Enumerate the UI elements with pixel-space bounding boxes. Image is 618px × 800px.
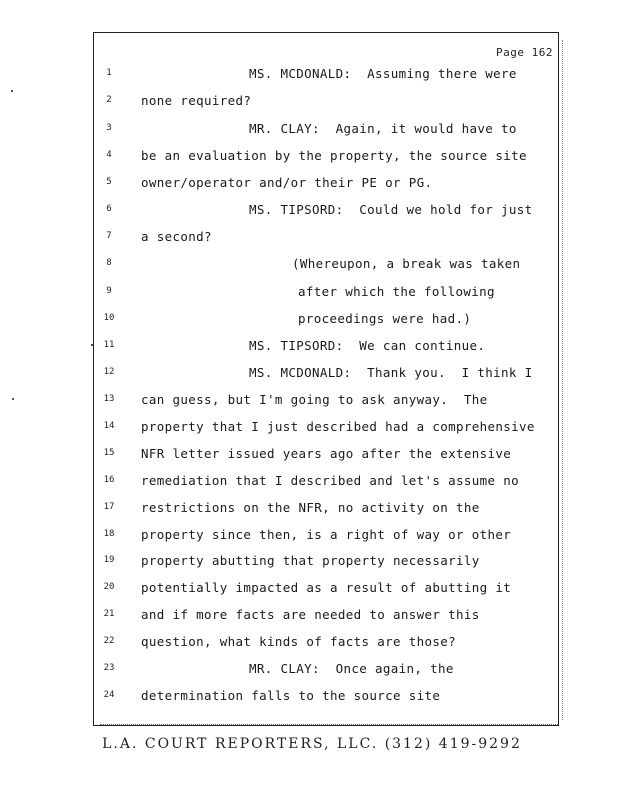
line-text: MS. MCDONALD: Thank you. I think I: [249, 365, 533, 380]
transcript-line: [0, 527, 618, 547]
line-number: 10: [103, 313, 115, 323]
transcript-line: [0, 311, 618, 331]
line-number: 21: [103, 609, 115, 619]
line-number: 17: [103, 502, 115, 512]
line-text: potentially impacted as a result of abutting it: [141, 580, 512, 595]
line-text: MR. CLAY: Once again, the: [249, 661, 454, 676]
line-number: 8: [106, 258, 112, 268]
line-number: 18: [103, 529, 115, 539]
transcript-line: [0, 175, 618, 195]
line-text: proceedings were had.): [298, 311, 472, 326]
line-number: 12: [103, 367, 115, 377]
transcript-line: [0, 473, 618, 493]
line-number: 22: [103, 636, 115, 646]
line-text: owner/operator and/or their PE or PG.: [141, 175, 433, 190]
transcript-line: [0, 93, 618, 113]
line-number: 19: [103, 555, 115, 565]
line-text: (Whereupon, a break was taken: [292, 256, 521, 271]
line-text: be an evaluation by the property, the source site: [141, 148, 527, 163]
transcript-line: [0, 148, 618, 168]
line-number: 15: [103, 448, 115, 458]
line-number: 20: [103, 582, 115, 592]
transcript-line: [0, 202, 618, 222]
line-text: property that I just described had a comprehensive: [141, 419, 535, 434]
line-text: property abutting that property necessarily: [141, 553, 480, 568]
transcript-line: [0, 688, 618, 708]
line-text: MS. TIPSORD: Could we hold for just: [249, 202, 533, 217]
transcript-line: [0, 66, 618, 86]
transcript-line: [0, 392, 618, 412]
line-text: property since then, is a right of way or other: [141, 527, 512, 542]
line-text: none required?: [141, 93, 252, 108]
transcript-line: [0, 419, 618, 439]
line-number: 23: [103, 663, 115, 673]
line-number: 2: [106, 95, 112, 105]
line-text: and if more facts are needed to answer this: [141, 607, 480, 622]
line-number: 24: [103, 690, 115, 700]
line-number: 13: [103, 394, 115, 404]
line-number: 5: [106, 177, 112, 187]
line-number: 16: [103, 475, 115, 485]
line-text: MR. CLAY: Again, it would have to: [249, 121, 517, 136]
transcript-line: [0, 661, 618, 681]
reporter-footer: L.A. COURT REPORTERS, LLC. (312) 419-9292: [102, 736, 522, 752]
line-number: 11: [103, 340, 115, 350]
line-text: determination falls to the source site: [141, 688, 441, 703]
transcript-line: [0, 229, 618, 249]
line-text: restrictions on the NFR, no activity on the: [141, 500, 480, 515]
line-number: 6: [106, 204, 112, 214]
transcript-line: [0, 256, 618, 276]
transcript-line: [0, 121, 618, 141]
line-number: 7: [106, 231, 112, 241]
line-text: remediation that I described and let's assume no: [141, 473, 520, 488]
scan-speck: [12, 398, 14, 400]
line-text: MS. MCDONALD: Assuming there were: [249, 66, 517, 81]
line-text: MS. TIPSORD: We can continue.: [249, 338, 486, 353]
transcript-line: [0, 553, 618, 573]
transcript-line: [0, 365, 618, 385]
transcript-line: [0, 284, 618, 304]
line-text: after which the following: [298, 284, 495, 299]
transcript-line: [0, 446, 618, 466]
line-text: question, what kinds of facts are those?: [141, 634, 457, 649]
line-text: can guess, but I'm going to ask anyway. The: [141, 392, 488, 407]
scan-speck: [11, 90, 13, 92]
transcript-line: [0, 634, 618, 654]
line-text: a second?: [141, 229, 212, 244]
bottom-dotted-line: [100, 724, 558, 725]
line-number: 3: [106, 123, 112, 133]
line-number: 1: [106, 68, 112, 78]
line-number: 9: [106, 286, 112, 296]
transcript-line: [0, 500, 618, 520]
line-number: 14: [103, 421, 115, 431]
line-text: NFR letter issued years ago after the extensive: [141, 446, 512, 461]
page-number: Page 162: [496, 46, 553, 59]
transcript-line: [0, 580, 618, 600]
transcript-line: [0, 338, 618, 358]
transcript-line: [0, 607, 618, 627]
line-number: 4: [106, 150, 112, 160]
scan-speck: [91, 344, 93, 346]
